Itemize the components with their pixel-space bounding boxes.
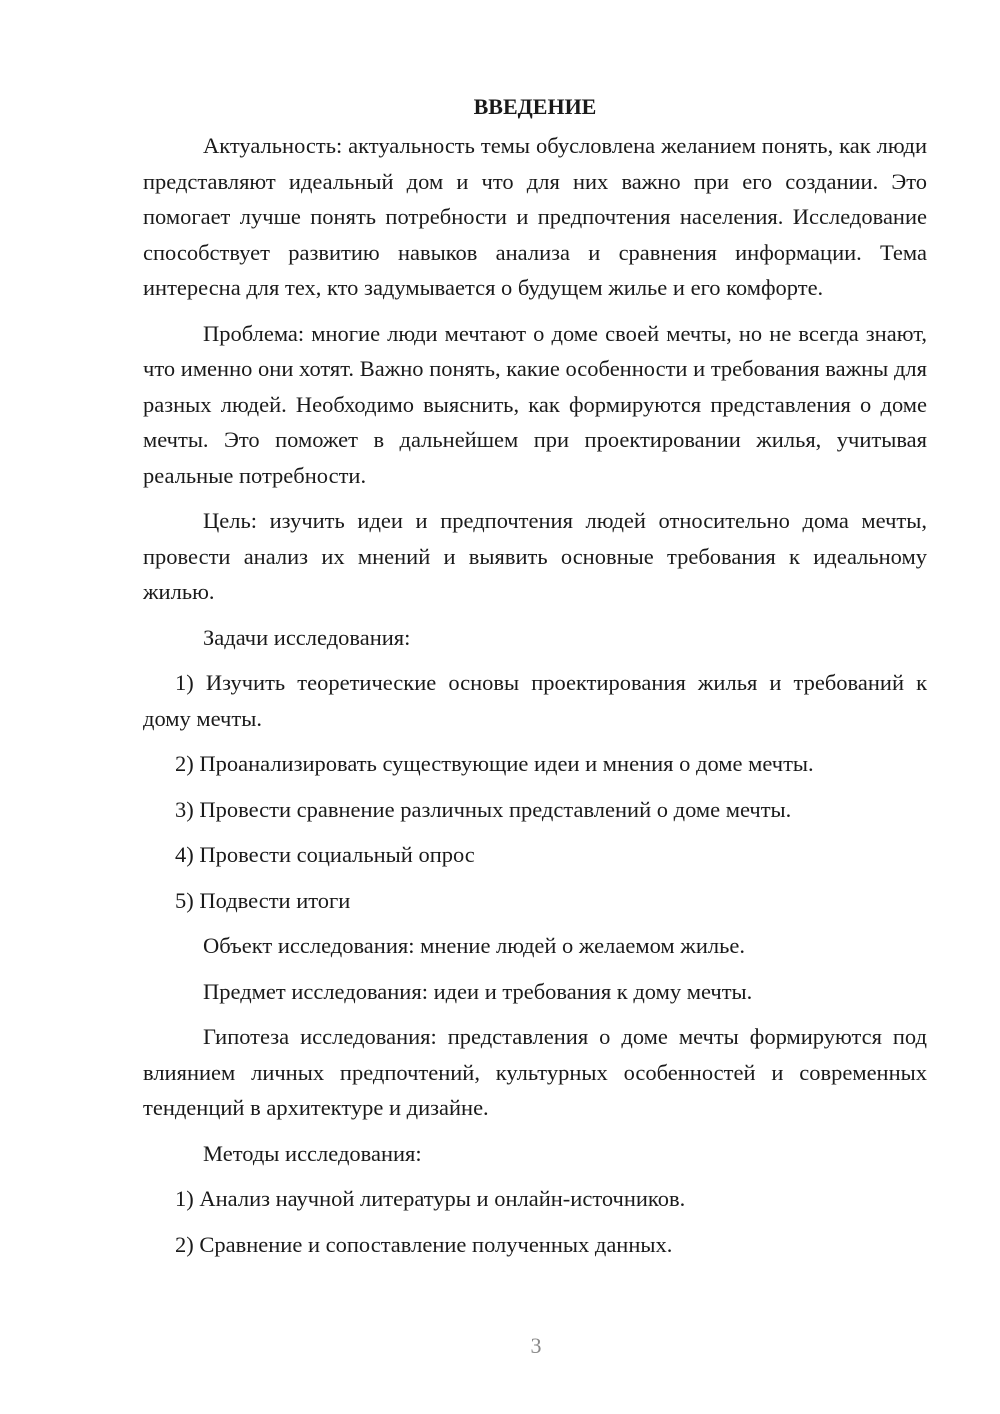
tasks-title: Задачи исследования: bbox=[203, 624, 411, 650]
goal-paragraph: Цель: изучить идеи и предпочтения людей относительно дома мечты, провести анализ их мнений и выявить основные требования к идеальному жилью. bbox=[143, 508, 927, 604]
task-item: 2) Проанализировать существующие идеи и мнения о доме мечты. bbox=[175, 751, 814, 776]
relevance-paragraph: Актуальность: актуальность темы обусловлена желанием понять, как люди представляют идеальный дом и что для них важно при его создании. Это помогает лучше понять потребности и предпочтения населения. Исследование способствует развитию навыков анализа и сравнения информации. Тема интересна для тех, кто задумывается о будущем жилье и его комфорте. bbox=[143, 133, 927, 300]
subject-line: Предмет исследования: идеи и требования к дому мечты. bbox=[203, 978, 753, 1004]
method-item: 1) Анализ научной литературы и онлайн-источников. bbox=[175, 1186, 686, 1211]
task-item: 4) Провести социальный опрос bbox=[175, 842, 475, 867]
hypothesis-paragraph: Гипотеза исследования: представления о доме мечты формируются под влиянием личных предпочтений, культурных особенностей и современных тенденций в архитектуре и дизайне. bbox=[143, 1024, 927, 1120]
problem-paragraph: Проблема: многие люди мечтают о доме своей мечты, но не всегда знают, что именно они хотят. Важно понять, какие особенности и требования важны для разных людей. Необходимо выяснить, как формируются представления о доме мечты. Это поможет в дальнейшем при проектировании жилья, учитывая реальные потребности. bbox=[143, 320, 927, 488]
page-content bbox=[143, 92, 927, 1272]
object-line: Объект исследования: мнение людей о желаемом жилье. bbox=[203, 933, 745, 958]
task-item: 1) Изучить теоретические основы проектирования жилья и требований к дому мечты. bbox=[143, 670, 927, 731]
task-item: 3) Провести сравнение различных представлений о доме мечты. bbox=[175, 796, 792, 822]
methods-title: Методы исследования: bbox=[203, 1140, 422, 1166]
section-heading: ВВЕДЕНИЕ bbox=[473, 94, 597, 119]
method-item: 2) Сравнение и сопоставление полученных данных. bbox=[175, 1231, 673, 1257]
page-number: 3 bbox=[530, 1333, 542, 1358]
task-item: 5) Подвести итоги bbox=[175, 887, 351, 913]
